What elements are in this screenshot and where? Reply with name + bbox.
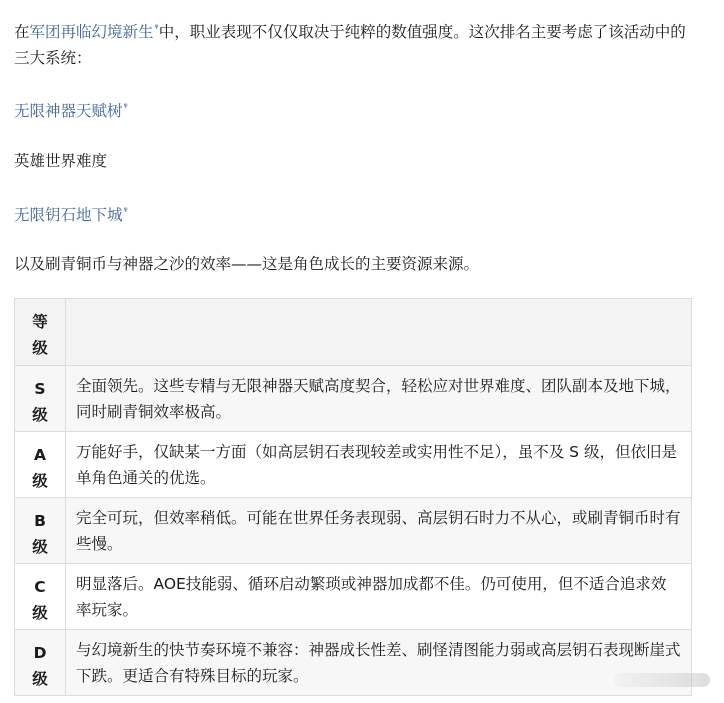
header-grade-cell (15, 299, 66, 366)
grade-description: 与幻境新生的快节奏环境不兼容：神器成长性差、刷怪清图能力弱或高层钥石表现断崖式下跌。更适合有特殊目标的玩家。 (76, 641, 681, 685)
system-item-keystone (14, 199, 128, 228)
desc-cell (66, 564, 692, 630)
table-row (15, 366, 692, 432)
grade-cell (15, 432, 66, 498)
table-row (15, 498, 692, 564)
grade-label: A级 (32, 446, 48, 490)
tier-table (14, 298, 692, 696)
watermark-blur (614, 673, 710, 687)
grade-cell (15, 366, 66, 432)
table-row (15, 630, 692, 696)
search-icon[interactable]: ᵠ (123, 206, 128, 217)
grade-label: C级 (32, 578, 48, 622)
grade-description: 全面领先。这些专精与无限神器天赋高度契合，轻松应对世界难度、团队副本及地下城，同时刷青铜效率极高。 (76, 377, 681, 421)
desc-cell (66, 366, 692, 432)
desc-cell (66, 432, 692, 498)
system-item-world (14, 148, 107, 174)
header-desc-cell (66, 299, 692, 366)
grade-description: 完全可玩，但效率稍低。可能在世界任务表现弱、高层钥石时力不从心，或刷青铜币时有些慢。 (76, 509, 681, 553)
grade-label: S级 (32, 380, 48, 424)
grade-description: 万能好手，仅缺某一方面（如高层钥石表现较差或实用性不足），虽不及 S 级，但依旧是单角色通关的优选。 (76, 443, 677, 487)
grade-label: B级 (32, 512, 48, 556)
event-link[interactable]: 军团再临幻境新生 (29, 23, 154, 42)
grade-cell (15, 498, 66, 564)
world-difficulty-text: 英雄世界难度 (14, 152, 108, 170)
intro-prefix: 在 (14, 23, 30, 42)
keystone-dungeon-link[interactable]: 无限钥石地下城 (14, 206, 123, 225)
search-icon[interactable]: ᵠ (123, 102, 128, 113)
grade-cell (15, 630, 66, 696)
grade-description: 明显落后。AOE技能弱、循环启动繁琐或神器加成都不佳。仍可使用，但不适合追求效率玩家。 (76, 575, 667, 619)
closing-paragraph: 以及刷青铜币与神器之沙的效率——这是角色成长的主要资源来源。 (14, 255, 480, 273)
table-row (15, 564, 692, 630)
grade-label: D级 (32, 644, 48, 688)
intro-paragraph (14, 16, 694, 71)
artifact-talent-link[interactable]: 无限神器天赋树 (14, 102, 123, 121)
table-header-row (15, 299, 692, 366)
grade-cell (15, 564, 66, 630)
system-item-artifact (14, 95, 128, 124)
blurred-watermark (592, 669, 710, 691)
search-icon[interactable]: ᵠ (154, 23, 159, 34)
header-grade-label: 等级 (32, 313, 48, 357)
desc-cell (66, 498, 692, 564)
table-row (15, 432, 692, 498)
intro-suffix: 中，职业表现不仅仅取决于纯粹的数值强度。这次排名主要考虑了该活动中的三大系统： (14, 23, 686, 68)
